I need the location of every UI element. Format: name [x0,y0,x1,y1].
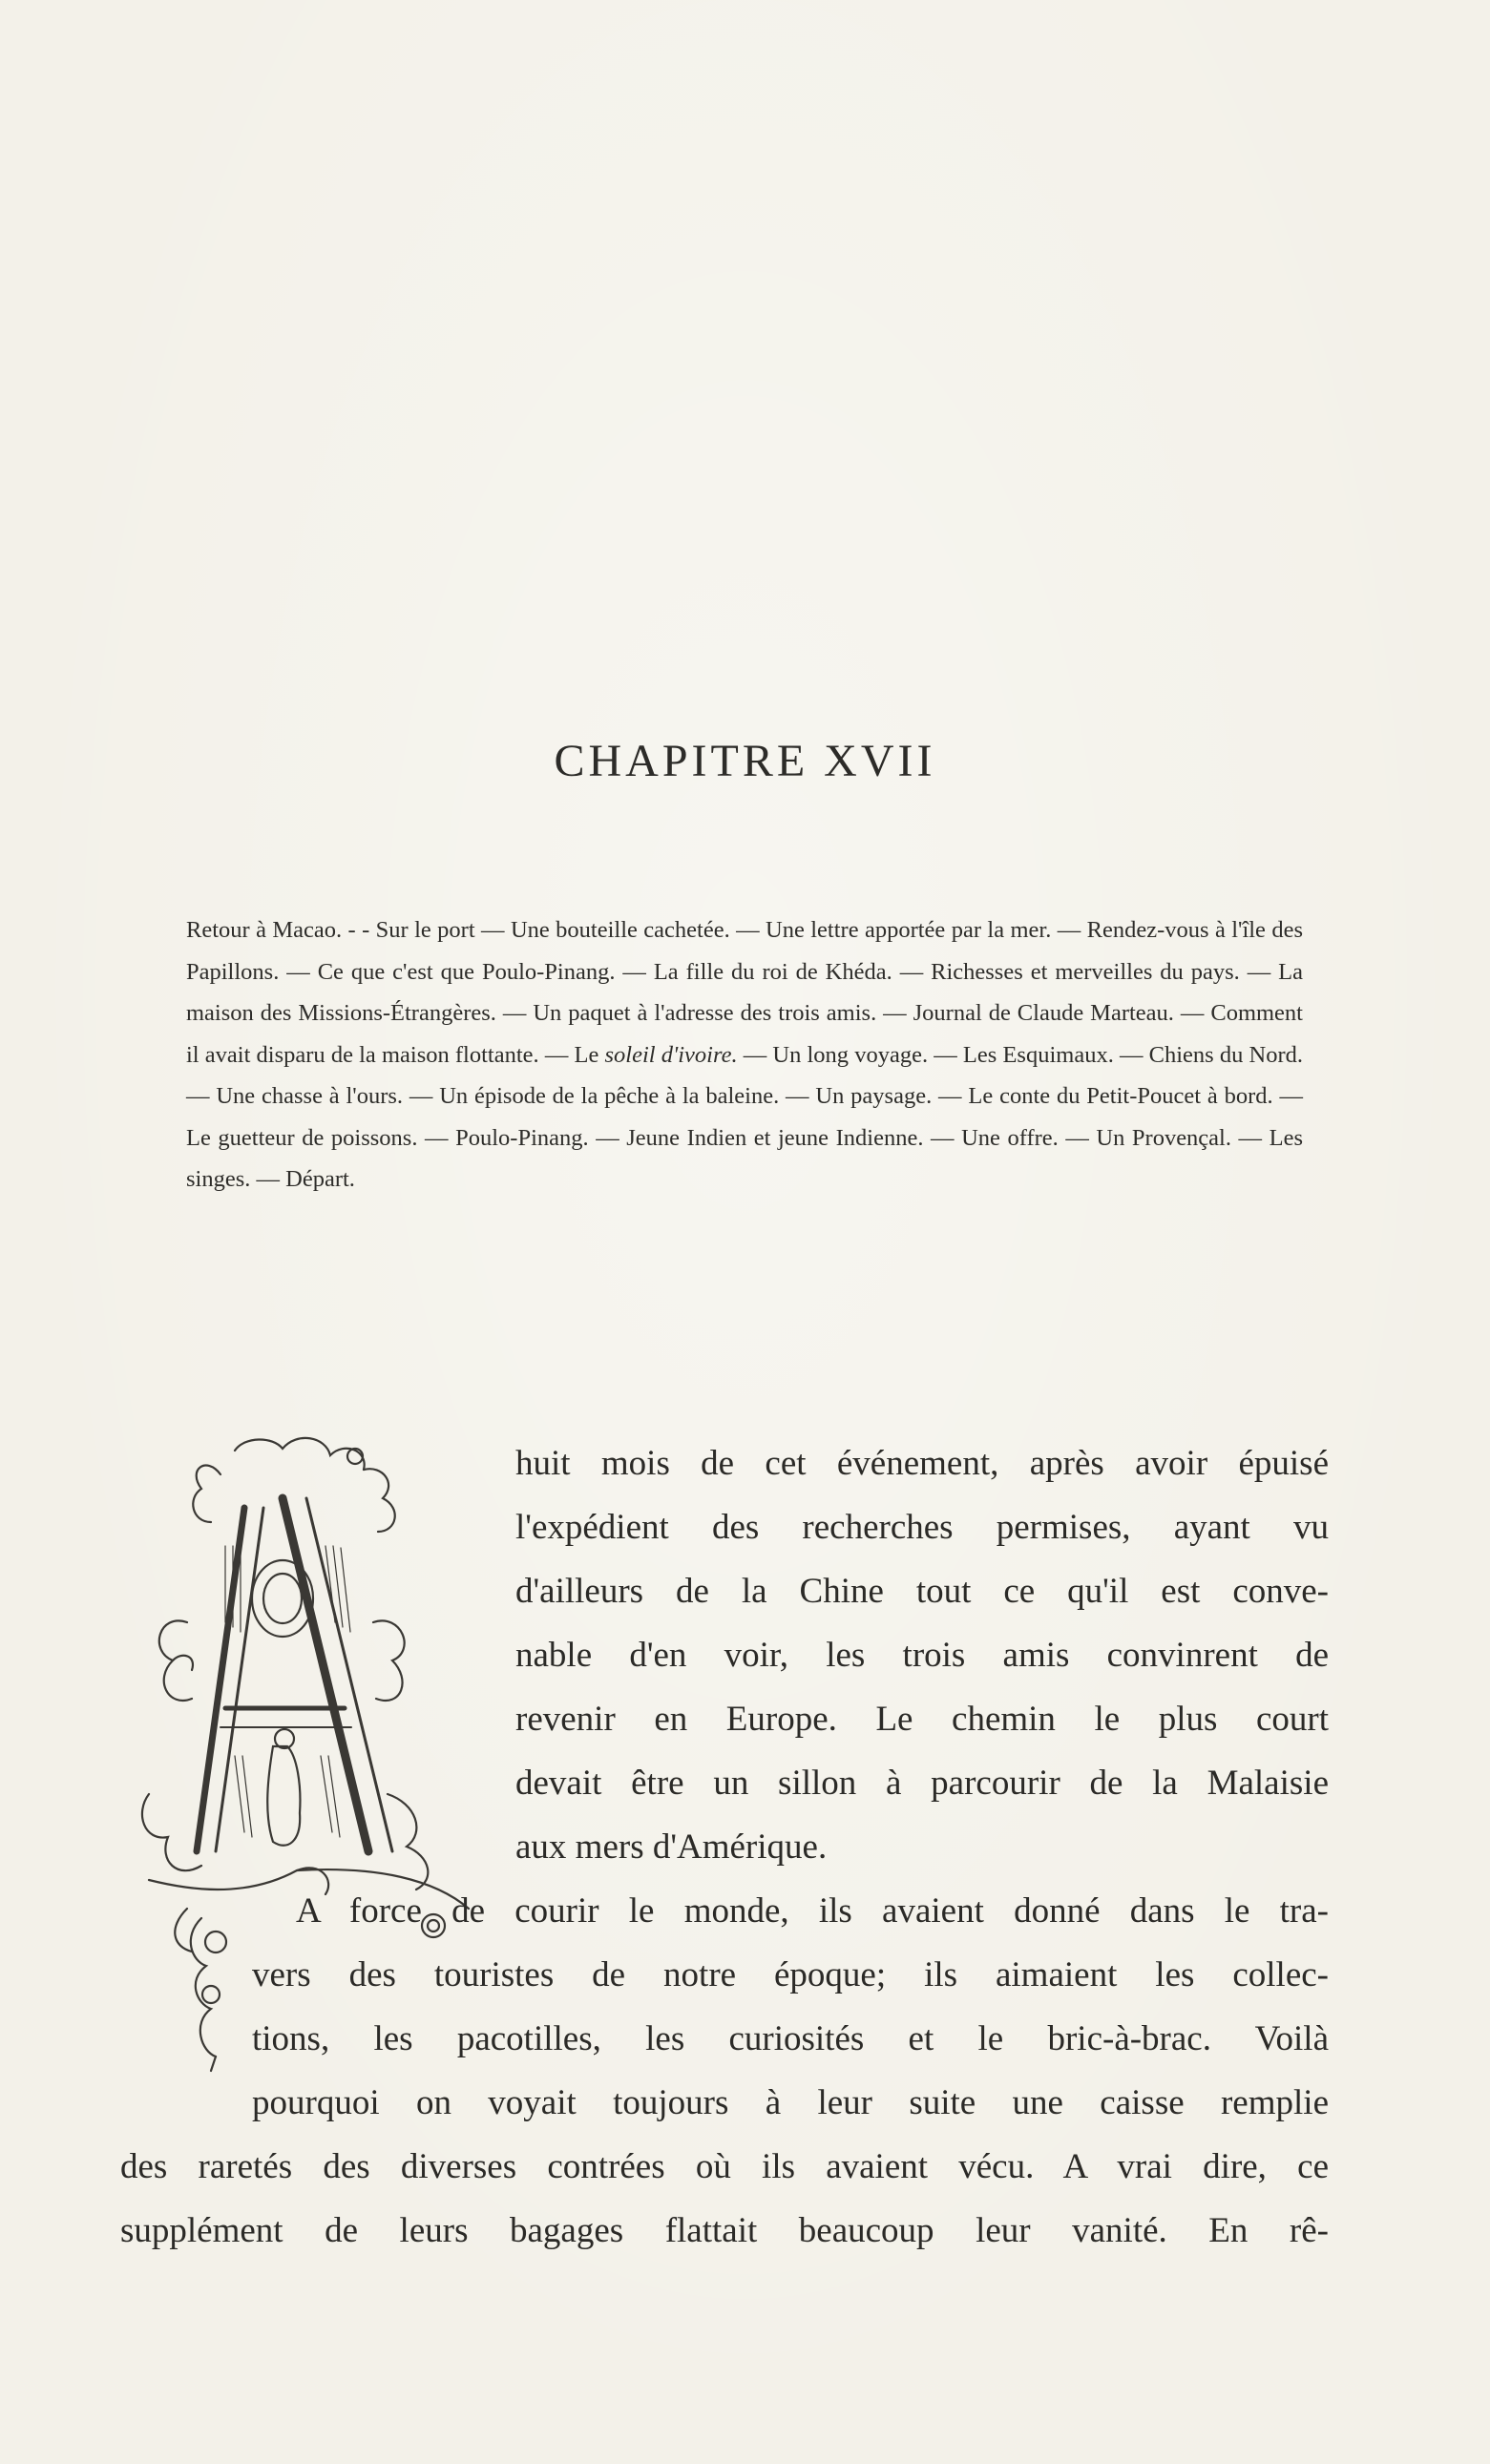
summary-text-part-1: Retour à Macao. - - Sur le port — Une bouteille cachetée. — Une lettre apportée par la mer. — Rendez-vous à l'île des Papillons. — Ce que c'est que Poulo-Pinang. — La fille du roi de Khéda. — Richesses et merveilles du pays. — La maison des Missions-Étrangères. — Un paquet à l'adresse des trois amis. — Journal de Claude Marteau. — Comment il avait disparu de la maison flottante. — Le [186,917,1303,1068]
body-line: l'expédient des recherches permises, ayant vu [515,1508,1329,1547]
body-line: devait être un sillon à parcourir de la Malaisie [515,1764,1329,1803]
body-line: revenir en Europe. Le chemin le plus court [515,1700,1329,1739]
body-line: tions, les pacotilles, les curiosités et le bric-à-brac. Voilà [252,2019,1329,2058]
body-line: nable d'en voir, les trois amis convinrent de [515,1636,1329,1675]
chapter-title: CHAPITRE XVII [554,736,936,786]
body-line: A force de courir le monde, ils avaient donné dans le tra- [296,1891,1329,1931]
body-line: vers des touristes de notre époque; ils aimaient les collec- [252,1955,1329,1994]
summary-text-part-2: — Un long voyage. — Les Esquimaux. — Chiens du Nord. — Une chasse à l'ours. — Un épisode de la pêche à la baleine. — Un paysage. — Le conte du Petit-Poucet à bord. — Le guetteur de poissons. — Poulo-Pinang. — Jeune Indien et jeune Indienne. — Une offre. — Un Provençal. — Les singes. — Départ. [186,1041,1303,1192]
body-line: huit mois de cet événement, après avoir épuisé [515,1444,1329,1483]
body-line: d'ailleurs de la Chine tout ce qu'il est conve- [515,1572,1329,1611]
body-line: des raretés des diverses contrées où ils avaient vécu. A vrai dire, ce [120,2147,1329,2186]
body-line: supplément de leurs bagages flattait beaucoup leur vanité. En rê- [120,2211,1329,2250]
body-line: pourquoi on voyait toujours à leur suite une caisse remplie [252,2083,1329,2122]
body-line: aux mers d'Amérique. [515,1827,828,1867]
summary-italic-title: soleil d'ivoire. [604,1041,738,1068]
chapter-summary [186,909,1303,1201]
